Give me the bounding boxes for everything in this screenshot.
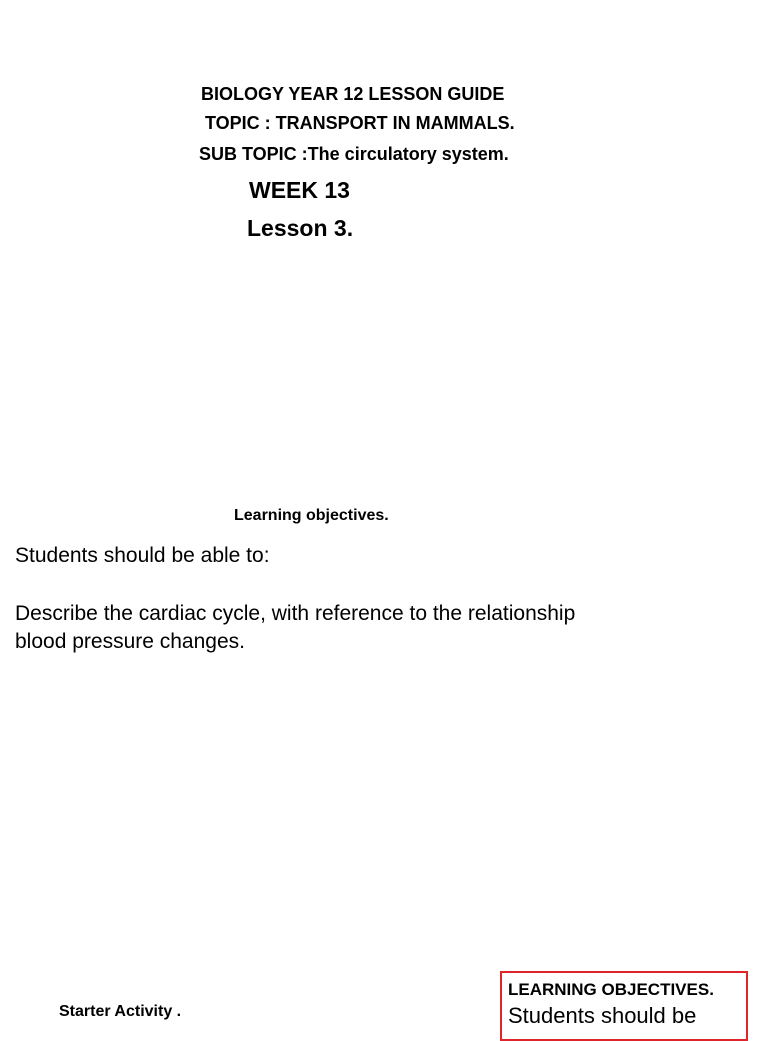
week-label: WEEK 13 <box>249 177 350 203</box>
objective-text-line-2: blood pressure changes. <box>15 630 245 653</box>
objectives-box-title <box>508 980 714 1000</box>
objective-text-line-1: Describe the cardiac cycle, with reference to the relationship <box>15 602 576 625</box>
learning-objectives-box <box>500 971 748 1041</box>
objectives-box-text: Students should be <box>508 1003 697 1028</box>
objectives-intro: Students should be able to: <box>15 544 270 567</box>
lesson-label: Lesson 3. <box>247 215 354 241</box>
objectives-box-title-text: LEARNING OBJECTIVES. <box>508 980 714 999</box>
starter-activity-label: Starter Activity . <box>59 1003 182 1020</box>
topic-line: TOPIC : TRANSPORT IN MAMMALS. <box>205 113 515 133</box>
subtopic-line: SUB TOPIC :The circulatory system. <box>199 144 509 164</box>
document-title: BIOLOGY YEAR 12 LESSON GUIDE <box>201 84 505 104</box>
learning-objectives-heading: Learning objectives. <box>234 507 389 524</box>
